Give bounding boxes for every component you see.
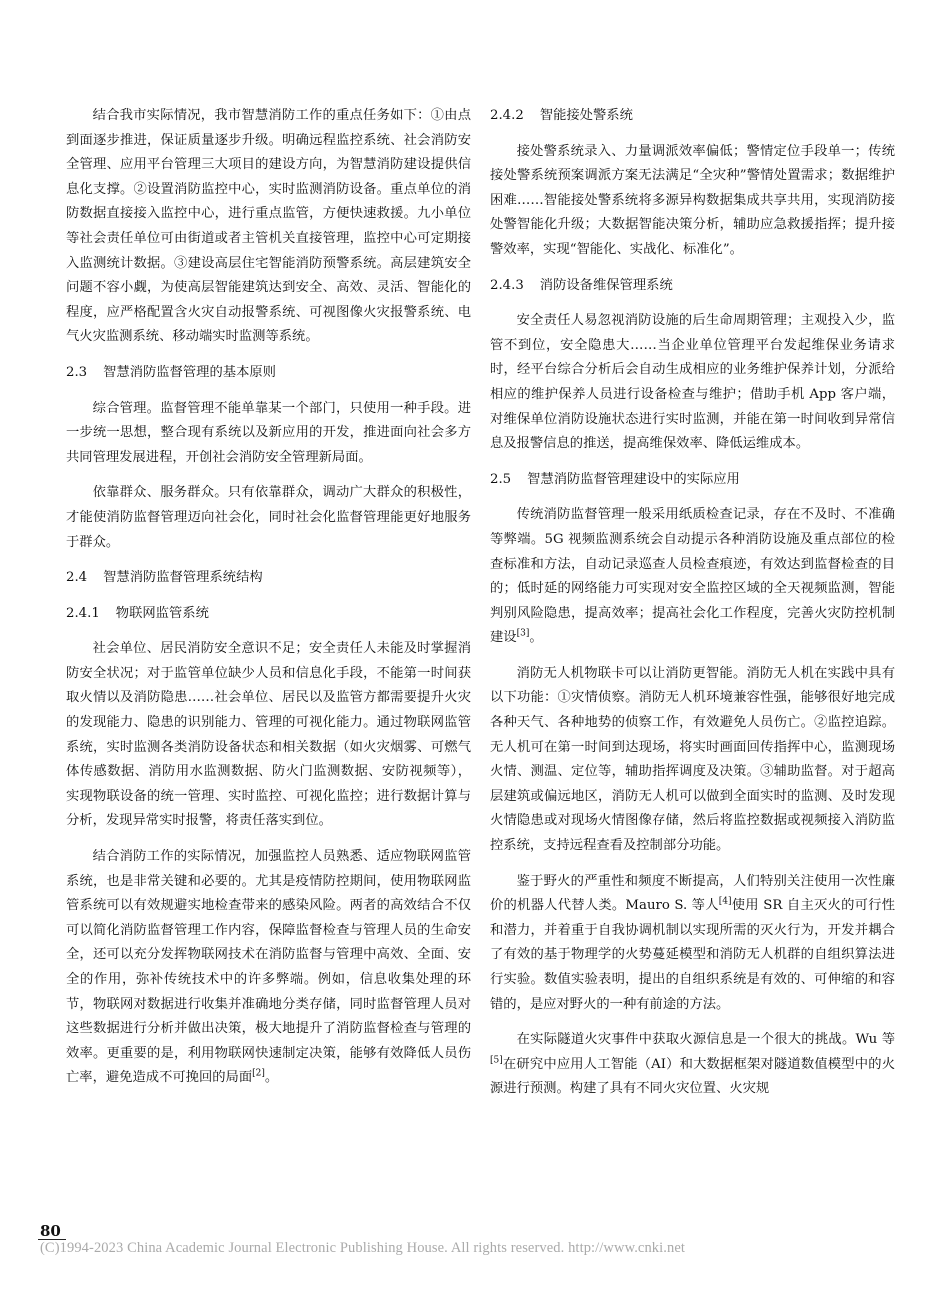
section-heading-2-4: 2.4 智慧消防监督管理系统结构	[66, 570, 263, 586]
citation-ref: [5]	[490, 1055, 503, 1066]
page-number: 80	[40, 1222, 61, 1240]
paragraph: 传统消防监督管理一般采用纸质检查记录，存在不及时、不准确等弊端。5G 视频监测系统会自动提示各种消防设施及重点部位的检查标准和方法，自动记录巡查人员检查痕迹，有效达到监督检查的目的；低时延的网络能力可实现对安全监控区域的全天视频监测，智能判别风险隐患，提高效率；提高社会化工作程度，完善火灾防控机制建设[3]。	[490, 507, 895, 646]
copyright-footer: (C)1994-2023 China Academic Journal Electronic Publishing House. All rights reserved. http://www.cnki.net	[40, 1240, 686, 1256]
paragraph: 消防无人机物联卡可以让消防更智能。消防无人机在实践中具有以下功能：①灾情侦察。消防无人机环境兼容性强，能够很好地完成各种天气、各种地势的侦察工作，有效避免人员伤亡。②监控追踪。无人机可在第一时间到达现场，将实时画面回传指挥中心，监测现场火情、测温、定位等，辅助指挥调度及决策。③辅助监督。对于超高层建筑或偏远地区，消防无人机可以做到全面实时的监测、及时发现火情隐患或对现场火情图像存储，然后将监控数据或视频接入消防监控系统，支持远程查看及控制部分功能。	[490, 665, 895, 854]
paragraph: 依靠群众、服务群众。只有依靠群众，调动广大群众的积极性，才能使消防监督管理迈向社会化，同时社会化监督管理能更好地服务于群众。	[66, 485, 471, 550]
left-column	[66, 104, 471, 1102]
paragraph: 接处警系统录入、力量调派效率偏低；警情定位手段单一；传统接处警系统预案调派方案无法满足“全灾种”警情处置需求；数据维护困难……智能接处警系统将多源异构数据集成共享共用，实现消防接处警智能化升级；大数据智能决策分析，辅助应急救援指挥；提升接警效率，实现“智能化、实战化、标准化”。	[490, 143, 895, 257]
section-heading-2-4-2: 2.4.2 智能接处警系统	[490, 108, 633, 123]
section-heading-2-4-1: 2.4.1 物联网监管系统	[66, 605, 209, 621]
citation-ref: [2]	[252, 1068, 265, 1079]
paragraph: 结合消防工作的实际情况，加强监控人员熟悉、适应物联网监管系统，也是非常关键和必要的。尤其是疫情防控期间，使用物联网监管系统可以有效规避实地检查带来的感染风险。两者的高效结合不仅可以简化消防监督管理工作内容，保障监督检查与管理人员的生命安全，还可以充分发挥物联网技术在消防监督与管理中高效、全面、安全的作用，弥补传统技术中的许多弊端。例如，信息收集处理的环节，物联网对数据进行收集并准确地分类存储，同时监督管理人员对这些数据进行分析并做出决策，极大地提升了消防监督检查与管理的效率。更重要的是，利用物联网快速制定决策，能够有效降低人员伤亡率，避免造成不可挽回的局面[2]。	[66, 849, 471, 1086]
paragraph: 在实际隧道火灾事件中获取火源信息是一个很大的挑战。Wu 等[5]在研究中应用人工智能（AI）和大数据框架对隧道数值模型中的火源进行预测。构建了具有不同火灾位置、火灾规	[490, 1032, 895, 1097]
citation-ref: [3]	[516, 628, 530, 639]
section-heading-2-4-3: 2.4.3 消防设备维保管理系统	[490, 277, 673, 293]
paragraph: 综合管理。监督管理不能单靠某一个部门，只使用一种手段。进一步统一思想，整合现有系统以及新应用的开发，推进面向社会多方共同管理发展进程，开创社会消防安全管理新局面。	[66, 400, 471, 465]
paragraph: 鉴于野火的严重性和频度不断提高，人们特别关注使用一次性廉价的机器人代替人类。Mauro S. 等人[4]使用 SR 自主灭火的可行性和潜力，并着重于自我协调机制以实现所需的灭火行为，开发并耦合了有效的基于物理学的火势蔓延模型和消防无人机群的自组织算法进行实验。数值实验表明，提出的自组织系统是有效的、可伸缩的和容错的，是应对野火的一种有前途的方法。	[490, 873, 895, 1012]
right-column	[490, 104, 895, 1113]
citation-ref: [4]	[718, 896, 732, 907]
paragraph: 结合我市实际情况，我市智慧消防工作的重点任务如下：①由点到面逐步推进，保证质量逐步升级。明确远程监控系统、社会消防安全管理、应用平台管理三大项目的建设方向，为智慧消防建设提供信息化支撑。②设置消防监控中心，实时监测消防设备。重点单位的消防数据直接接入监控中心，进行重点监管，方便快速救援。九小单位等社会责任单位可由街道或者主管机关直接管理，监控中心可定期接入监测统计数据。③建设高层住宅智能消防预警系统。高层建筑安全问题不容小觑，为使高层智能建筑达到安全、高效、灵活、智能化的程度，应严格配置含火灾自动报警系统、可视图像火灾报警系统、电气火灾监测系统、移动端实时监测等系统。	[66, 108, 471, 345]
section-heading-2-3: 2.3 智慧消防监督管理的基本原则	[66, 364, 276, 380]
paragraph: 安全责任人易忽视消防设施的后生命周期管理；主观投入少，监管不到位，安全隐患大……当企业单位管理平台发起维保业务请求时，经平台综合分析后会自动生成相应的业务维护保养计划，分派给相应的维护保养人员进行设备检查与维护；借助手机 App 客户端，对维保单位消防设施状态进行实时监测，并能在第一时间收到异常信息及报警信息的推送，提高维保效率、降低运维成本。	[490, 313, 895, 452]
paragraph: 社会单位、居民消防安全意识不足；安全责任人未能及时掌握消防安全状况；对于监管单位缺少人员和信息化手段，不能第一时间获取火情以及消防隐患……社会单位、居民以及监管方都需要提升火灾的发现能力、隐患的识别能力、管理的可视化能力。通过物联网监管系统，实时监测各类消防设备状态和相关数据（如火灾烟雾、可燃气体传感数据、消防用水监测数据、防火门监测数据、安防视频等），实现物联设备的统一管理、实时监控、可视化监控；进行数据计算与分析，发现异常实时报警，将责任落实到位。	[66, 641, 471, 829]
section-heading-2-5: 2.5 智慧消防监督管理建设中的实际应用	[490, 471, 740, 487]
